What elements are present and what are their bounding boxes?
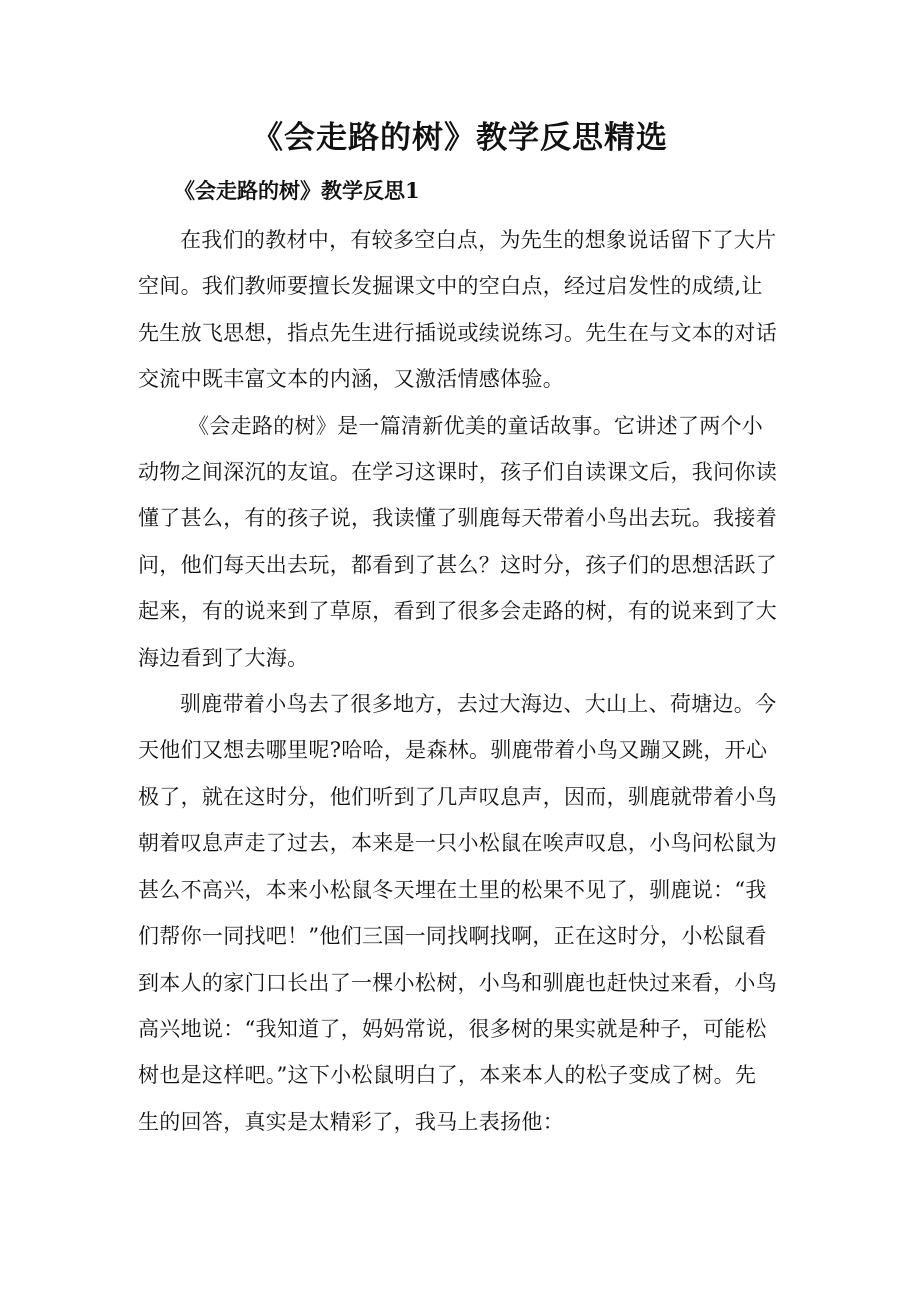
paragraph-line: 交流中既丰富文本的内涵，又激活情感体验。 (138, 367, 564, 392)
paragraph-line: 空间。我们教师要擅长发掘课文中的空白点，经过启发性的成绩,让 (138, 274, 763, 299)
document-title: 《会走路的树》教学反思精选 (252, 120, 668, 156)
paragraph-line: 《会走路的树》是一篇清新优美的童话故事。它讲述了两个小 (188, 413, 764, 438)
paragraph-line: 海边看到了大海。 (138, 645, 309, 670)
paragraph-line: 们帮你一同找吧！”他们三国一同找啊找啊，正在这时分，小松鼠看 (138, 924, 767, 949)
paragraph-line: 驯鹿带着小鸟去了很多地方，去过大海边、大山上、荷塘边。今 (180, 692, 777, 717)
section-heading: 《会走路的树》教学反思1 (174, 178, 420, 203)
paragraph-line: 起来，有的说来到了草原，看到了很多会走路的树，有的说来到了大 (138, 599, 777, 624)
paragraph-line: 问，他们每天出去玩，都看到了甚么？这时分，孩子们的思想活跃了 (138, 552, 777, 577)
paragraph-3 (138, 681, 788, 1145)
paragraph-line: 懂了甚么，有的孩子说，我读懂了驯鹿每天带着小鸟出去玩。我接着 (138, 506, 777, 531)
paragraph-line: 高兴地说：“我知道了，妈妈常说，很多树的果实就是种子，可能松 (138, 1016, 767, 1041)
document-body (138, 217, 788, 1145)
paragraph-line: 在我们的教材中，有较多空白点，为先生的想象说话留下了大片 (180, 228, 777, 252)
paragraph-line: 先生放飞思想，指点先生进行插说或续说练习。先生在与文本的对话 (138, 320, 777, 345)
paragraph-2 (138, 403, 788, 681)
paragraph-line: 天他们又想去哪里呢?哈哈，是森林。驯鹿带着小鸟又蹦又跳，开心 (138, 738, 768, 763)
paragraph-line: 到本人的家门口长出了一棵小松树，小鸟和驯鹿也赶快过来看，小鸟 (138, 970, 777, 995)
paragraph-line: 生的回答，真实是太精彩了，我马上表扬他： (138, 1109, 564, 1134)
paragraph-line: 极了，就在这时分，他们听到了几声叹息声，因而，驯鹿就带着小鸟 (138, 784, 777, 809)
paragraph-line: 动物之间深沉的友谊。在学习这课时，孩子们自读课文后，我问你读 (138, 460, 777, 485)
paragraph-line: 朝着叹息声走了过去，本来是一只小松鼠在唉声叹息，小鸟问松鼠为 (138, 831, 777, 856)
paragraph-1 (138, 217, 788, 403)
paragraph-line: 甚么不高兴，本来小松鼠冬天埋在土里的松果不见了，驯鹿说：“我 (138, 877, 767, 902)
paragraph-line: 树也是这样吧。”这下小松鼠明白了，本来本人的松子变成了树。先 (138, 1063, 757, 1088)
